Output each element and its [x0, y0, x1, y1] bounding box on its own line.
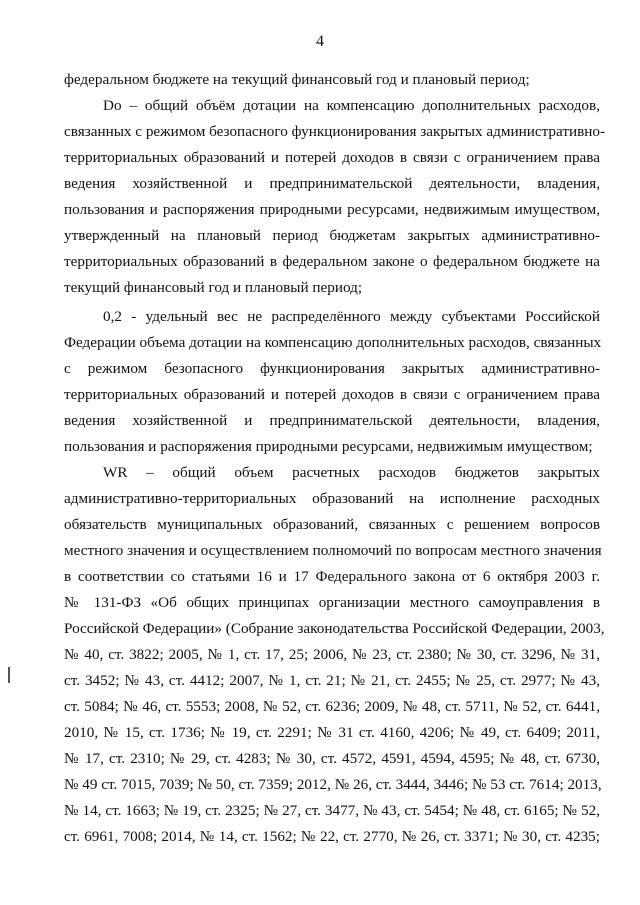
- text-line: Do – общий объём дотации на компенсацию дополнительных расходов,: [103, 97, 600, 114]
- text-line: местного значения и осуществлением полномочий по вопросам местного значения: [64, 542, 602, 559]
- text-line: утвержденный на плановый период бюджетам закрытых административно-: [64, 227, 600, 244]
- text-line: в соответствии со статьями 16 и 17 Федерального закона от 6 октября 2003 г.: [64, 568, 600, 585]
- text-line: административно-территориальных образований на исполнение расходных: [64, 490, 600, 507]
- text-line: Российской Федерации» (Собрание законодательства Российской Федерации, 2003,: [64, 620, 605, 637]
- text-line: федеральном бюджете на текущий финансовый год и плановый период;: [64, 71, 530, 88]
- text-line: WR – общий объем расчетных расходов бюджетов закрытых: [103, 464, 600, 481]
- text-line: территориальных образований и потерей доходов в связи с ограничением права: [64, 386, 600, 403]
- text-line: территориальных образований в федеральном законе о федеральном бюджете на: [64, 253, 600, 270]
- text-line: обязательств муниципальных образований, связанных с решением вопросов: [64, 516, 600, 533]
- text-line: ведения хозяйственной и предпринимательской деятельности, владения,: [64, 412, 600, 429]
- text-line: 0,2 - удельный вес не распределённого между субъектами Российской: [103, 308, 600, 325]
- text-line: ведения хозяйственной и предпринимательской деятельности, владения,: [64, 175, 600, 192]
- text-line: ст. 6961, 7008; 2014, № 14, ст. 1562; № 22, ст. 2770, № 26, ст. 3371; № 30, ст. 4235;: [64, 828, 600, 845]
- text-line: ст. 3452; № 43, ст. 4412; 2007, № 1, ст. 21; № 21, ст. 2455; № 25, ст. 2977; № 43,: [64, 672, 600, 689]
- text-line: текущий финансовый год и плановый период;: [64, 279, 363, 296]
- text-line: № 40, ст. 3822; 2005, № 1, ст. 17, 25; 2006, № 23, ст. 2380; № 30, ст. 3296, № 31,: [64, 646, 600, 663]
- scan-edge-mark: [8, 667, 10, 683]
- text-line: Федерации объема дотации на компенсацию дополнительных расходов, связанных: [64, 334, 602, 351]
- text-line: пользования и распоряжения природными ресурсами, недвижимым имуществом,: [64, 201, 600, 218]
- text-line: № 14, ст. 1663; № 19, ст. 2325; № 27, ст. 3477, № 43, ст. 5454; № 48, ст. 6165; № 52,: [64, 802, 600, 819]
- text-line: № 131-ФЗ «Об общих принципах организации местного самоуправления в: [64, 594, 600, 611]
- text-line: ст. 5084; № 46, ст. 5553; 2008, № 52, ст. 6236; 2009, № 48, ст. 5711, № 52, ст. 6441,: [64, 698, 600, 715]
- text-line: связанных с режимом безопасного функционирования закрытых административно-: [64, 123, 606, 140]
- page-number: 4: [316, 33, 324, 50]
- text-line: с режимом безопасного функционирования закрытых административно-: [64, 360, 600, 377]
- text-line: пользования и распоряжения природными ресурсами, недвижимым имуществом;: [64, 438, 593, 455]
- text-line: № 49 ст. 7015, 7039; № 50, ст. 7359; 2012, № 26, ст. 3444, 3446; № 53 ст. 7614; 2013,: [64, 776, 602, 793]
- text-line: территориальных образований и потерей доходов в связи с ограничением права: [64, 149, 600, 166]
- text-line: № 17, ст. 2310; № 29, ст. 4283; № 30, ст. 4572, 4591, 4594, 4595; № 48, ст. 6730,: [64, 750, 600, 767]
- text-line: 2010, № 15, ст. 1736; № 19, ст. 2291; № 31 ст. 4160, 4206; № 49, ст. 6409; 2011,: [64, 724, 600, 741]
